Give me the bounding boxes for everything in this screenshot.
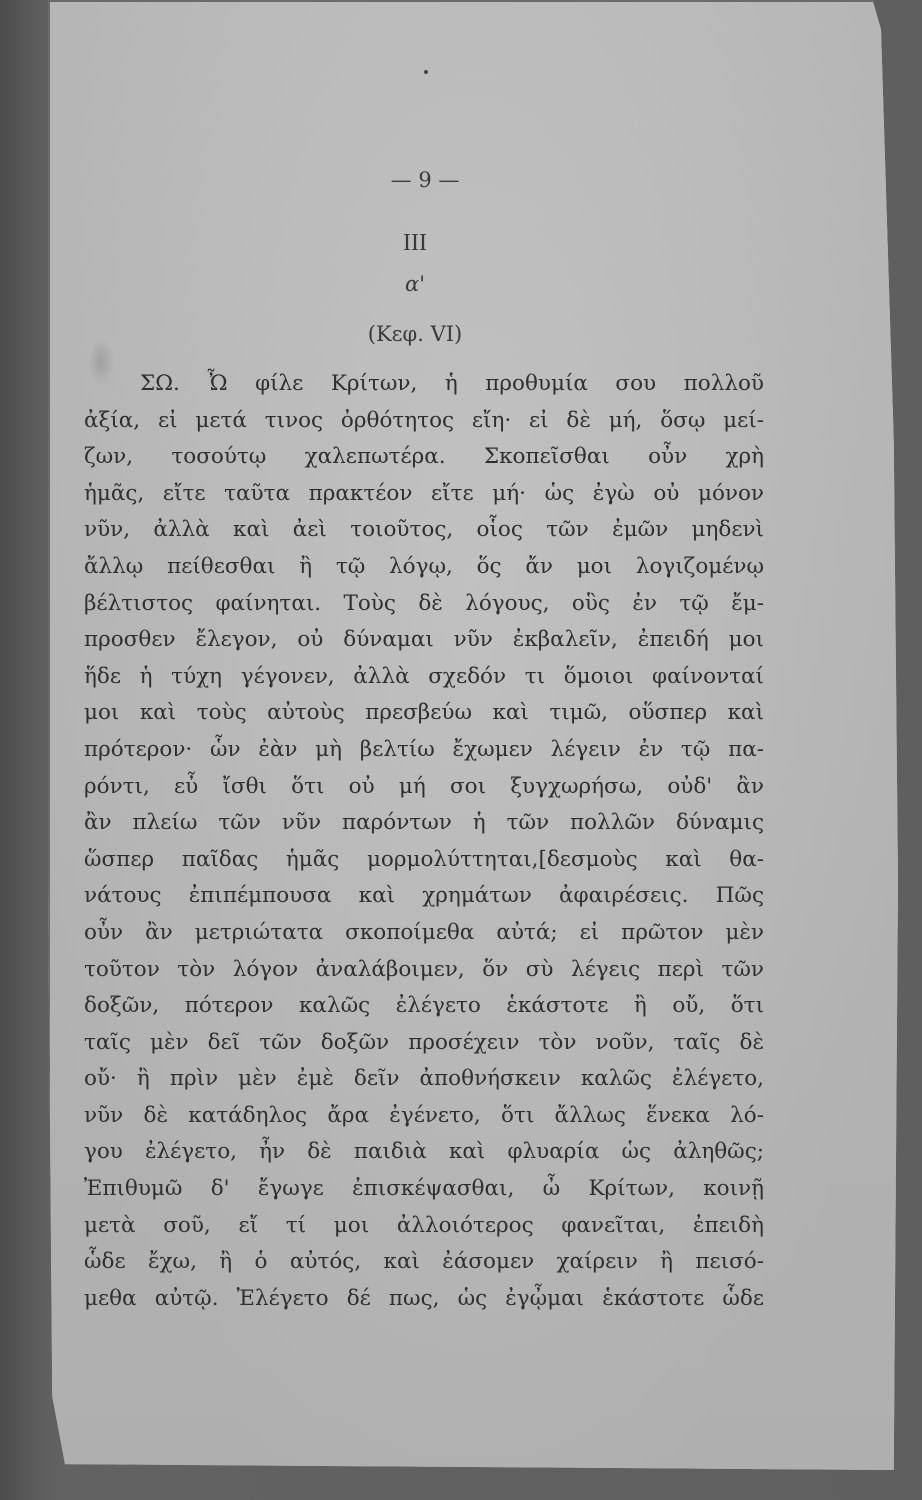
section-letter: α': [405, 272, 425, 296]
text-line: δοξῶν, πότερον καλῶς ἐλέγετο ἑκάστοτε ἢ οὔ, ὅτι: [84, 993, 764, 1019]
ink-speck: [424, 70, 428, 74]
body-text: [84, 366, 764, 1317]
text-line: ἡμᾶς, εἴτε ταῦτα πρακτέον εἴτε μή· ὡς ἐγὼ οὐ μόνον: [84, 480, 764, 506]
text-line: ὧδε ἔχω, ἢ ὁ αὐτός, καὶ ἐάσομεν χαίρειν ἢ πεισό-: [84, 1249, 764, 1275]
text-line: ἀξία, εἰ μετά τινος ὀρθότητος εἴη· εἰ δὲ μή, ὅσῳ μεί-: [84, 407, 764, 433]
text-line: ὥσπερ παῖδας ἡμᾶς μορμολύττηται,[δεσμοὺς καὶ θα-: [84, 846, 764, 872]
text-line: τοῦτον τὸν λόγον ἀναλάβοιμεν, ὅν σὺ λέγεις περὶ τῶν: [84, 956, 764, 982]
text-line: οὖν ἂν μετριώτατα σκοποίμεθα αὐτά; εἰ πρῶτον μὲν: [84, 919, 764, 945]
text-line: μεθα αὐτῷ. Ἐλέγετο δέ πως, ὡς ἐγᾦμαι ἑκάστοτε ὧδε: [84, 1285, 764, 1311]
page-number: — 9 —: [390, 168, 460, 192]
text-line: πρότερον· ὧν ἐὰν μὴ βελτίω ἔχωμεν λέγειν ἐν τῷ πα-: [84, 736, 764, 762]
text-line: βέλτιστος φαίνηται. Τοὺς δὲ λόγους, οὓς ἐν τῷ ἔμ-: [84, 590, 764, 616]
text-line: ἂν πλείω τῶν νῦν παρόντων ἡ τῶν πολλῶν δύναμις: [84, 810, 764, 836]
text-line: ἄλλῳ πείθεσθαι ἢ τῷ λόγῳ, ὅς ἄν μοι λογιζομένῳ: [84, 553, 764, 579]
text-line: μοι καὶ τοὺς αὐτοὺς πρεσβεύω καὶ τιμῶ, οὕσπερ καὶ: [84, 700, 764, 726]
text-line: μετὰ σοῦ, εἴ τί μοι ἀλλοιότερος φανεῖται, ἐπειδὴ: [84, 1212, 764, 1238]
text-line: Ἐπιθυμῶ δ' ἔγωγε ἐπισκέψασθαι, ὦ Κρίτων, κοινῇ: [84, 1176, 764, 1202]
text-line: ζων, τοσούτῳ χαλεπωτέρα. Σκοπεῖσθαι οὖν χρὴ: [84, 444, 764, 470]
text-line: νῦν, ἀλλὰ καὶ ἀεὶ τοιοῦτος, οἷος τῶν ἐμῶν μηδενὶ: [84, 517, 764, 543]
chapter-reference: (Κεφ. VI): [367, 322, 463, 346]
text-line: νῦν δὲ κατάδηλος ἄρα ἐγένετο, ὅτι ἄλλως ἕνεκα λό-: [84, 1102, 764, 1128]
text-line: οὔ· ἢ πρὶν μὲν ἐμὲ δεῖν ἀποθνήσκειν καλῶς ἐλέγετο,: [84, 1066, 764, 1092]
text-line: ρόντι, εὖ ἴσθι ὅτι οὐ μή σοι ξυγχωρήσω, οὐδ' ἂν: [84, 773, 764, 799]
text-line: νάτους ἐπιπέμπουσα καὶ χρημάτων ἀφαιρέσεις. Πῶς: [84, 883, 764, 909]
chapter-number: III: [403, 230, 427, 256]
text-line: προσθεν ἔλεγον, οὐ δύναμαι νῦν ἐκβαλεῖν, ἐπειδή μοι: [84, 627, 764, 653]
text-line: γου ἐλέγετο, ἦν δὲ παιδιὰ καὶ φλυαρία ὡς ἀληθῶς;: [84, 1139, 764, 1165]
text-line: ἥδε ἡ τύχη γέγονεν, ἀλλὰ σχεδόν τι ὅμοιοι φαίνονταί: [84, 663, 764, 689]
text-line: ΣΩ. Ὦ φίλε Κρίτων, ἡ προθυμία σου πολλοῦ: [140, 371, 764, 396]
text-line: ταῖς μὲν δεῖ τῶν δοξῶν προσέχειν τὸν νοῦν, ταῖς δὲ: [84, 1029, 764, 1055]
